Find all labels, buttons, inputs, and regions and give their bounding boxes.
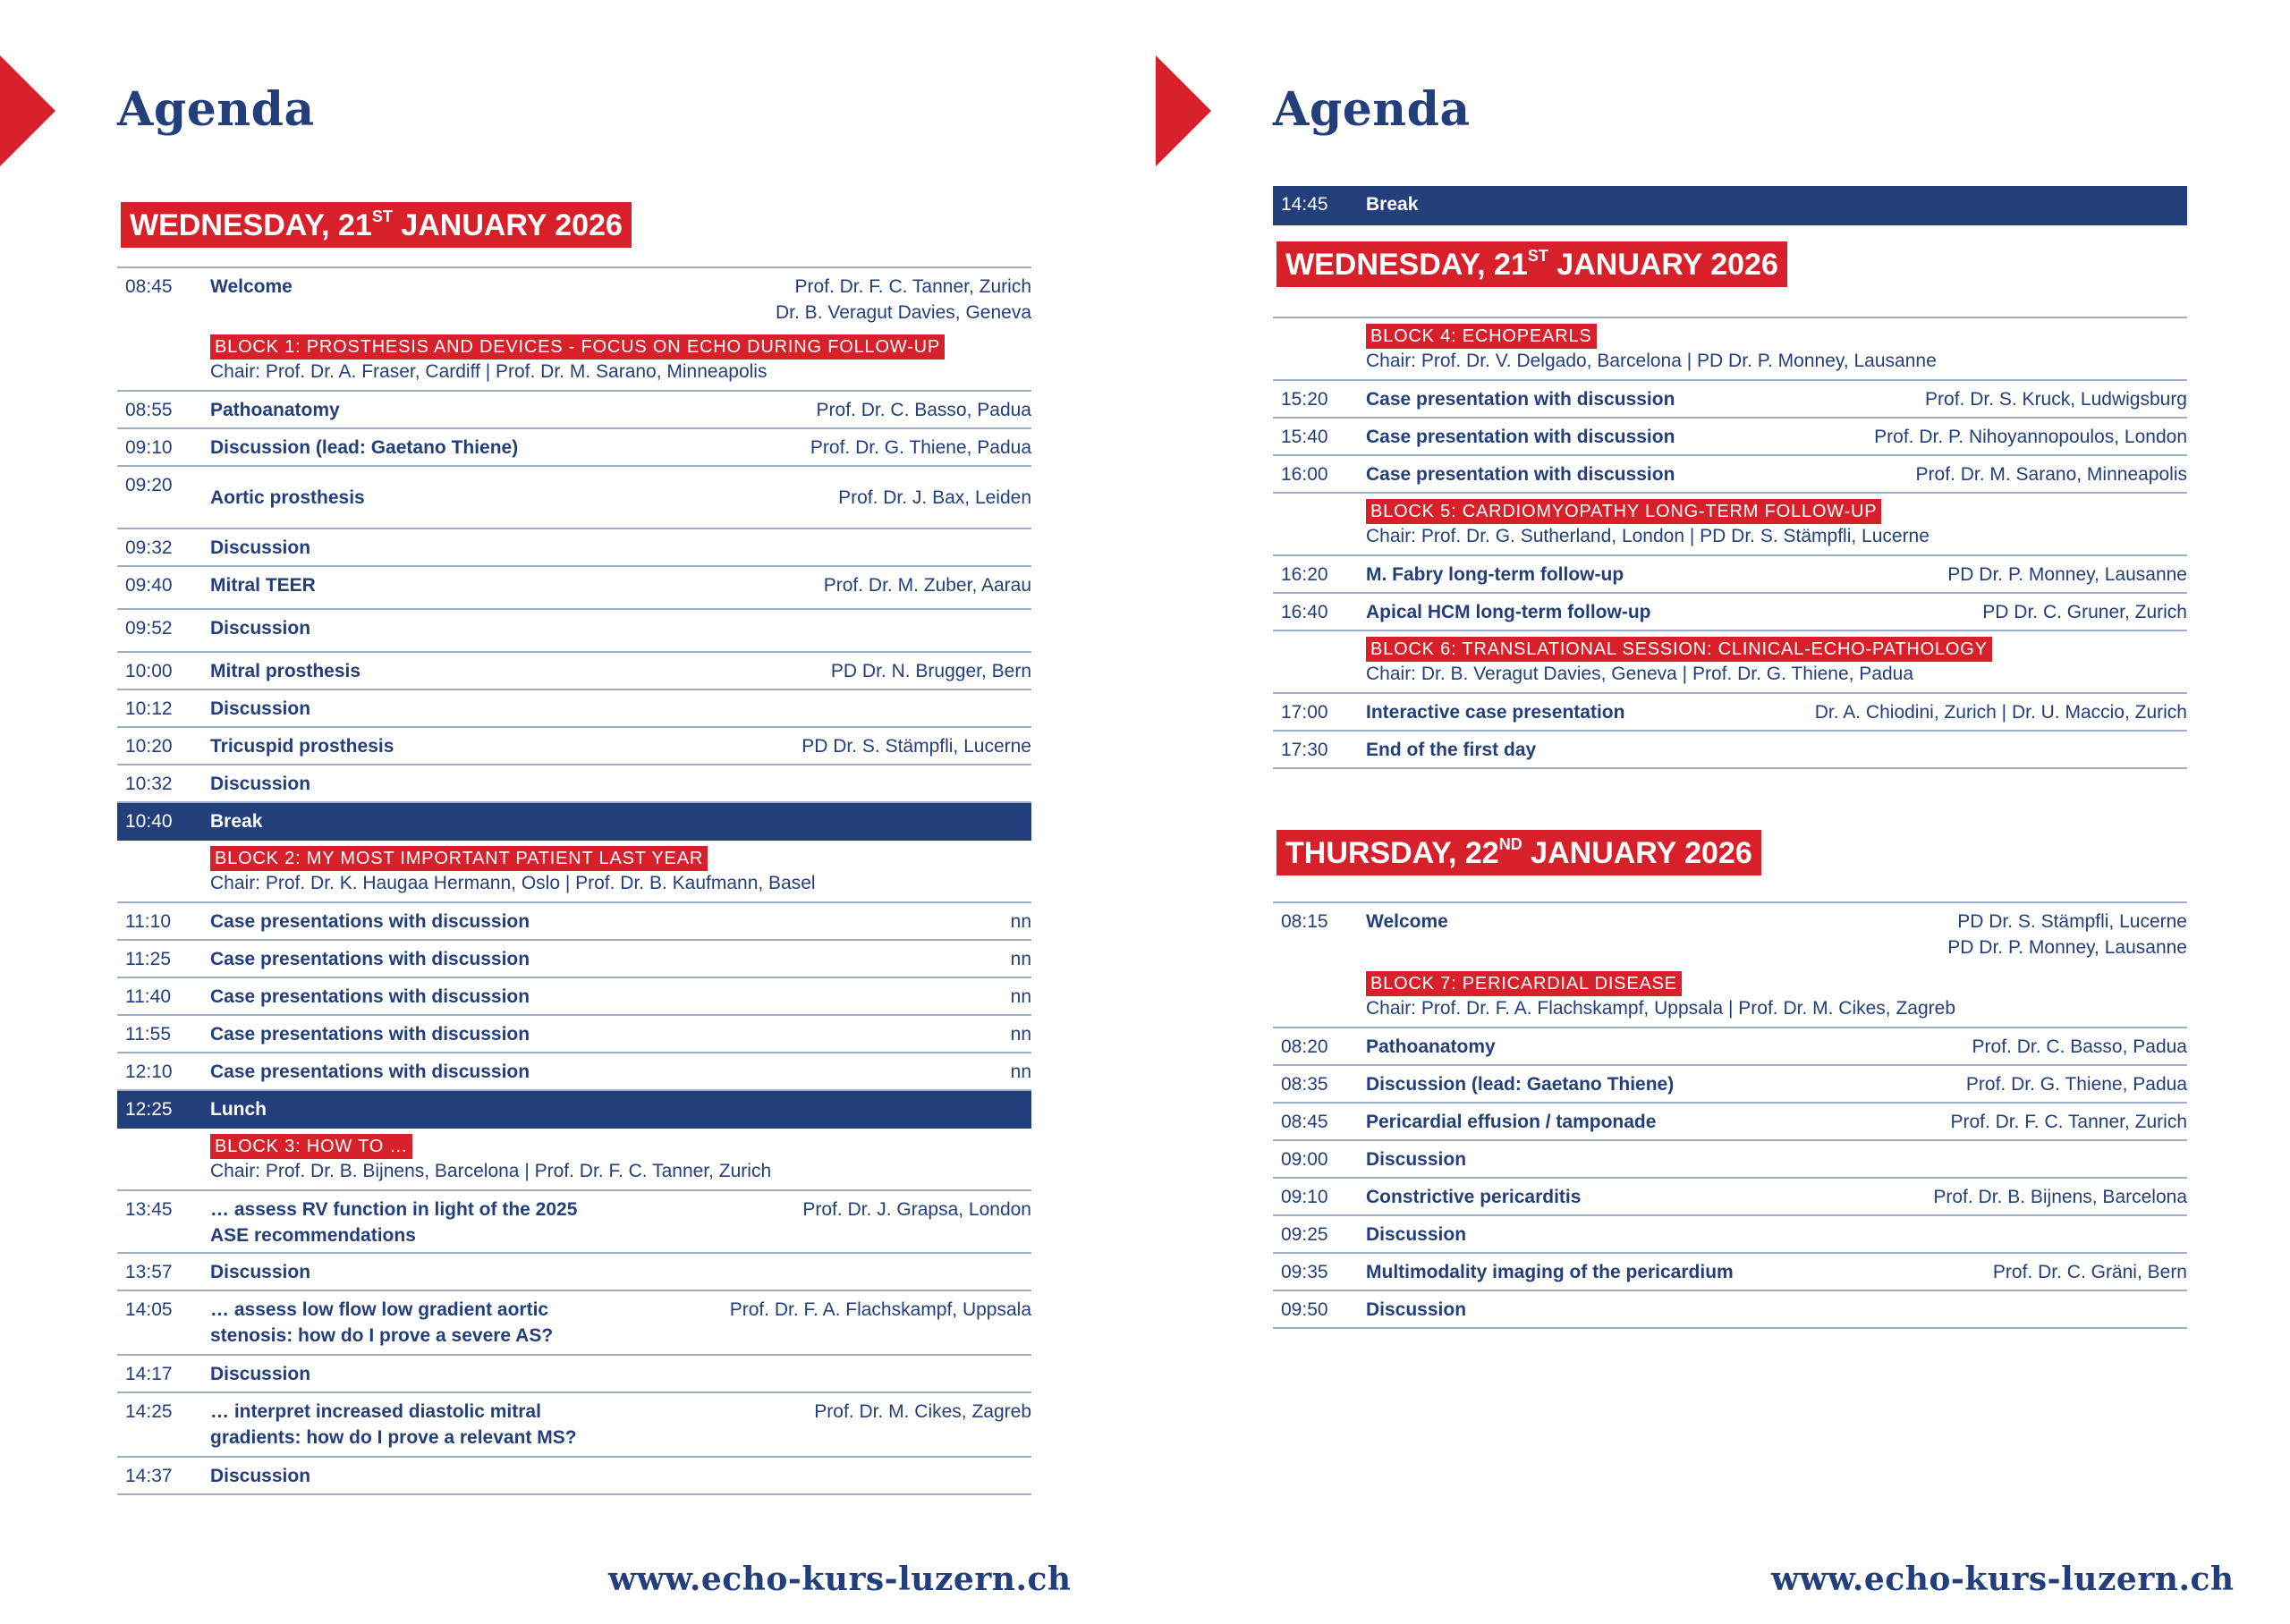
agenda-row xyxy=(117,765,1031,803)
time: 11:55 xyxy=(125,1024,171,1045)
speaker xyxy=(1950,1109,2187,1135)
session-title: Aortic prosthesis xyxy=(210,487,365,508)
session-title: Discussion xyxy=(210,1262,311,1282)
time: 14:05 xyxy=(125,1299,173,1320)
break-row xyxy=(117,803,1031,841)
agenda-row xyxy=(1273,1291,2187,1329)
time: 11:10 xyxy=(125,911,171,932)
time: 10:40 xyxy=(125,811,173,832)
session-title: Break xyxy=(1366,194,1419,215)
speaker-name: PD Dr. P. Monney, Lausanne xyxy=(1947,937,2187,958)
speaker-name: Prof. Dr. J. Bax, Leiden xyxy=(838,487,1031,508)
agenda-row xyxy=(117,728,1031,765)
time: 08:45 xyxy=(1281,1112,1328,1132)
block-chair: Chair: Prof. Dr. A. Fraser, Cardiff | Prof. Dr. M. Sarano, Minneapolis xyxy=(210,361,768,382)
day-heading: WEDNESDAY, 21ST JANUARY 2026 xyxy=(121,202,632,248)
session-title: Pathoanatomy xyxy=(1366,1036,1496,1057)
session-block xyxy=(1273,318,2187,381)
session-title: Pathoanatomy xyxy=(210,400,340,420)
speaker-name: Dr. A. Chiodini, Zurich | Dr. U. Maccio, Zurich xyxy=(1814,702,2187,723)
speaker-name: Prof. Dr. F. A. Flachskampf, Uppsala xyxy=(729,1299,1031,1320)
session-title: Constrictive pericarditis xyxy=(1366,1187,1582,1207)
speaker xyxy=(1011,984,1031,1010)
agenda-row xyxy=(1273,1028,2187,1066)
speaker xyxy=(1011,909,1031,935)
block-label: BLOCK 1: PROSTHESIS AND DEVICES - FOCUS ON ECHO DURING FOLLOW-UP xyxy=(210,334,945,359)
agenda-row xyxy=(117,1356,1031,1393)
agenda-row xyxy=(117,903,1031,941)
speaker-name: Prof. Dr. P. Nihoyannopoulos, London xyxy=(1874,427,2187,447)
block-label: BLOCK 3: HOW TO … xyxy=(210,1134,412,1159)
agenda-row xyxy=(117,1254,1031,1291)
session-title: Mitral prosthesis xyxy=(210,661,361,681)
session-block xyxy=(117,841,1031,903)
agenda-row xyxy=(117,978,1031,1016)
block-chair: Chair: Prof. Dr. F. A. Flachskampf, Uppsala | Prof. Dr. M. Cikes, Zagreb xyxy=(1366,998,1955,1019)
agenda-list-right-day1 xyxy=(1273,318,2187,769)
session-title: Case presentations with discussion xyxy=(210,1024,530,1045)
time: 15:20 xyxy=(1281,389,1328,410)
red-arrow-marker xyxy=(0,55,55,166)
session-title: Case presentation with discussion xyxy=(1366,427,1675,447)
agenda-row xyxy=(1273,1104,2187,1141)
time: 16:40 xyxy=(1281,602,1328,622)
time: 10:00 xyxy=(125,661,173,681)
block-chair: Chair: Prof. Dr. B. Bijnens, Barcelona | Prof. Dr. F. C. Tanner, Zurich xyxy=(210,1161,772,1181)
block-label: BLOCK 4: ECHOPEARLS xyxy=(1366,324,1597,349)
time: 08:55 xyxy=(125,400,173,420)
agenda-row xyxy=(117,1291,1031,1356)
session-title: Mitral TEER xyxy=(210,575,316,596)
day-heading-container xyxy=(117,202,1031,248)
session-title: Discussion xyxy=(210,774,311,794)
speaker xyxy=(730,1297,1031,1323)
speaker xyxy=(831,658,1031,684)
footer-url[interactable]: www.echo-kurs-luzern.ch xyxy=(1771,1561,2235,1598)
speaker xyxy=(1011,1059,1031,1085)
session-title: Case presentations with discussion xyxy=(210,986,530,1007)
speaker-name: Prof. Dr. M. Sarano, Minneapolis xyxy=(1915,464,2187,485)
time: 09:10 xyxy=(125,437,173,458)
agenda-row xyxy=(117,567,1031,610)
break-row xyxy=(117,1091,1031,1129)
agenda-row xyxy=(1273,1141,2187,1179)
session-title: Discussion xyxy=(1366,1149,1467,1170)
speaker xyxy=(1011,1021,1031,1047)
block-chair: Chair: Prof. Dr. K. Haugaa Hermann, Oslo | Prof. Dr. B. Kaufmann, Basel xyxy=(210,873,816,893)
speaker xyxy=(1947,562,2187,588)
time: 11:40 xyxy=(125,986,171,1007)
session-title: M. Fabry long-term follow-up xyxy=(1366,564,1624,585)
speaker xyxy=(1947,909,2187,960)
time: 08:45 xyxy=(125,276,173,297)
time: 12:25 xyxy=(125,1099,173,1120)
agenda-row xyxy=(117,1053,1031,1091)
agenda-row xyxy=(117,1458,1031,1495)
right-page xyxy=(1156,0,2290,1624)
agenda-row xyxy=(1273,1066,2187,1104)
session-title: Multimodality imaging of the pericardium xyxy=(1366,1262,1734,1282)
speaker-name: Prof. Dr. C. Basso, Padua xyxy=(816,400,1031,420)
session-title: Discussion xyxy=(210,618,311,639)
time: 09:10 xyxy=(1281,1187,1328,1207)
time: 17:30 xyxy=(1281,740,1328,760)
session-title: Welcome xyxy=(210,276,293,297)
time: 10:32 xyxy=(125,774,173,794)
speaker-name: Prof. Dr. G. Thiene, Padua xyxy=(810,437,1031,458)
session-title: Break xyxy=(210,811,263,832)
session-title: End of the first day xyxy=(1366,740,1537,760)
speaker-name: Prof. Dr. C. Basso, Padua xyxy=(1972,1036,2187,1057)
session-title: … assess low flow low gradient aortic stenosis: how do I prove a severe AS? xyxy=(210,1299,554,1346)
block-chair: Chair: Dr. B. Veragut Davies, Geneva | Prof. Dr. G. Thiene, Padua xyxy=(1366,664,1914,684)
session-title: Tricuspid prosthesis xyxy=(210,736,394,757)
day-heading-container xyxy=(1273,830,2187,875)
session-title: Discussion (lead: Gaetano Thiene) xyxy=(1366,1074,1675,1095)
day-heading-container xyxy=(1273,241,2187,287)
agenda-row xyxy=(117,529,1031,567)
speaker-name: Prof. Dr. M. Zuber, Aarau xyxy=(823,575,1031,596)
day-heading: WEDNESDAY, 21ST JANUARY 2026 xyxy=(1276,241,1787,287)
agenda-row xyxy=(117,268,1031,329)
agenda-row xyxy=(117,392,1031,429)
speaker-name: Prof. Dr. B. Bijnens, Barcelona xyxy=(1933,1187,2187,1207)
time: 08:20 xyxy=(1281,1036,1328,1057)
speaker xyxy=(1993,1259,2187,1285)
block-chair: Chair: Prof. Dr. V. Delgado, Barcelona | PD Dr. P. Monney, Lausanne xyxy=(1366,351,1937,371)
red-arrow-marker xyxy=(1156,55,1211,166)
speaker-name: Prof. Dr. S. Kruck, Ludwigsburg xyxy=(1925,389,2187,410)
session-title: Apical HCM long-term follow-up xyxy=(1366,602,1651,622)
speaker xyxy=(1011,946,1031,972)
day-heading: THURSDAY, 22ND JANUARY 2026 xyxy=(1276,830,1761,875)
agenda-row xyxy=(117,1016,1031,1053)
session-block xyxy=(117,329,1031,392)
time: 08:35 xyxy=(1281,1074,1328,1095)
agenda-list-left xyxy=(117,268,1031,1495)
session-title: Case presentations with discussion xyxy=(210,911,530,932)
speaker-name: Prof. Dr. M. Cikes, Zagreb xyxy=(814,1401,1031,1422)
time: 08:15 xyxy=(1281,911,1328,932)
session-title: Discussion xyxy=(1366,1299,1467,1320)
speaker xyxy=(802,1197,1031,1222)
time: 11:25 xyxy=(125,949,171,969)
speaker xyxy=(1916,461,2187,487)
session-title: Discussion xyxy=(1366,1224,1467,1245)
time: 17:00 xyxy=(1281,702,1328,723)
speaker-name: Prof. Dr. J. Grapsa, London xyxy=(802,1199,1031,1220)
speaker-name: nn xyxy=(1010,1062,1031,1082)
agenda-row xyxy=(1273,903,2187,966)
time: 09:40 xyxy=(125,575,173,596)
agenda-list-right-day2 xyxy=(1273,903,2187,1329)
session-title: Lunch xyxy=(210,1099,267,1120)
speaker-name: Dr. B. Veragut Davies, Geneva xyxy=(776,302,1031,323)
footer-url[interactable]: www.echo-kurs-luzern.ch xyxy=(608,1561,1072,1598)
page-title: Agenda xyxy=(117,82,315,137)
speaker-name: nn xyxy=(1010,986,1031,1007)
session-title: Welcome xyxy=(1366,911,1448,932)
session-title: Discussion xyxy=(210,1466,311,1486)
agenda-list-right-top xyxy=(1273,186,2187,225)
speaker-name: nn xyxy=(1010,949,1031,969)
time: 09:50 xyxy=(1281,1299,1328,1320)
agenda-row xyxy=(1273,419,2187,456)
speaker xyxy=(1933,1184,2187,1210)
time: 10:12 xyxy=(125,698,173,719)
time: 09:35 xyxy=(1281,1262,1328,1282)
session-title: Discussion xyxy=(210,698,311,719)
agenda-row xyxy=(1273,694,2187,732)
time: 09:32 xyxy=(125,537,173,558)
agenda-row xyxy=(117,1191,1031,1254)
session-block xyxy=(117,1129,1031,1191)
speaker xyxy=(776,274,1031,326)
agenda-row xyxy=(1273,556,2187,594)
speaker xyxy=(1874,424,2187,450)
agenda-row xyxy=(117,941,1031,978)
speaker xyxy=(1972,1034,2187,1060)
speaker xyxy=(1815,699,2187,725)
speaker-name: PD Dr. P. Monney, Lausanne xyxy=(1947,564,2187,585)
session-title: Discussion (lead: Gaetano Thiene) xyxy=(210,437,519,458)
speaker-name: PD Dr. C. Gruner, Zurich xyxy=(1982,602,2187,622)
speaker-name: Prof. Dr. F. C. Tanner, Zurich xyxy=(1950,1112,2187,1132)
time: 09:52 xyxy=(125,618,173,639)
session-title: Case presentation with discussion xyxy=(1366,464,1675,485)
block-label: BLOCK 6: TRANSLATIONAL SESSION: CLINICAL-ECHO-PATHOLOGY xyxy=(1366,637,1992,662)
speaker xyxy=(1982,599,2187,625)
speaker xyxy=(1966,1071,2187,1097)
agenda-row xyxy=(117,429,1031,467)
session-title: … interpret increased diastolic mitral gradients: how do I prove a relevant MS? xyxy=(210,1401,577,1448)
speaker-name: nn xyxy=(1010,1024,1031,1045)
agenda-row xyxy=(1273,1216,2187,1254)
time: 14:17 xyxy=(125,1364,173,1384)
agenda-row xyxy=(1273,381,2187,419)
time: 12:10 xyxy=(125,1062,173,1082)
agenda-row xyxy=(117,610,1031,653)
time: 14:25 xyxy=(125,1401,173,1422)
agenda-row xyxy=(117,653,1031,690)
speaker-name: Prof. Dr. G. Thiene, Padua xyxy=(1965,1074,2187,1095)
agenda-row xyxy=(1273,1254,2187,1291)
session-title: Case presentations with discussion xyxy=(210,1062,530,1082)
time: 16:20 xyxy=(1281,564,1328,585)
block-label: BLOCK 7: PERICARDIAL DISEASE xyxy=(1366,971,1682,996)
time: 13:57 xyxy=(125,1262,173,1282)
agenda-row xyxy=(1273,594,2187,631)
speaker xyxy=(810,435,1031,461)
agenda-row xyxy=(1273,732,2187,769)
agenda-row xyxy=(117,690,1031,728)
page-title: Agenda xyxy=(1273,82,1471,137)
speaker xyxy=(802,733,1031,759)
session-title: Discussion xyxy=(210,537,311,558)
session-block xyxy=(1273,494,2187,556)
agenda-row xyxy=(117,467,1031,529)
time: 13:45 xyxy=(125,1199,173,1220)
agenda-row xyxy=(1273,1179,2187,1216)
speaker xyxy=(1925,386,2187,412)
time: 09:20 xyxy=(125,475,173,495)
speaker-name: PD Dr. N. Brugger, Bern xyxy=(830,661,1031,681)
session-title: Discussion xyxy=(210,1364,311,1384)
time: 16:00 xyxy=(1281,464,1328,485)
session-block xyxy=(1273,631,2187,694)
agenda-row xyxy=(117,1393,1031,1458)
session-block xyxy=(1273,966,2187,1028)
time: 14:45 xyxy=(1281,194,1328,215)
session-title: Case presentations with discussion xyxy=(210,949,530,969)
speaker xyxy=(814,1399,1031,1425)
block-label: BLOCK 2: MY MOST IMPORTANT PATIENT LAST YEAR xyxy=(210,846,708,871)
block-chair: Chair: Prof. Dr. G. Sutherland, London | PD Dr. S. Stämpfli, Lucerne xyxy=(1366,526,1930,546)
session-title: Case presentation with discussion xyxy=(1366,389,1675,410)
session-title: … assess RV function in light of the 2025 ASE recommendations xyxy=(210,1199,578,1246)
speaker-name: PD Dr. S. Stämpfli, Lucerne xyxy=(802,736,1031,757)
break-row xyxy=(1273,186,2187,225)
agenda-row xyxy=(1273,456,2187,494)
speaker xyxy=(817,397,1031,423)
session-title: Pericardial effusion / tamponade xyxy=(1366,1112,1657,1132)
time: 09:00 xyxy=(1281,1149,1328,1170)
session-title: Interactive case presentation xyxy=(1366,702,1625,723)
speaker xyxy=(824,572,1031,598)
time: 10:20 xyxy=(125,736,173,757)
speaker-name: Prof. Dr. C. Gräni, Bern xyxy=(1992,1262,2187,1282)
speaker xyxy=(838,472,1031,511)
time: 15:40 xyxy=(1281,427,1328,447)
speaker-name: Prof. Dr. F. C. Tanner, Zurich xyxy=(794,276,1031,297)
time: 14:37 xyxy=(125,1466,173,1486)
speaker-name: PD Dr. S. Stämpfli, Lucerne xyxy=(1957,911,2187,932)
block-label: BLOCK 5: CARDIOMYOPATHY LONG-TERM FOLLOW-UP xyxy=(1366,499,1881,524)
speaker-name: nn xyxy=(1010,911,1031,932)
time: 09:25 xyxy=(1281,1224,1328,1245)
